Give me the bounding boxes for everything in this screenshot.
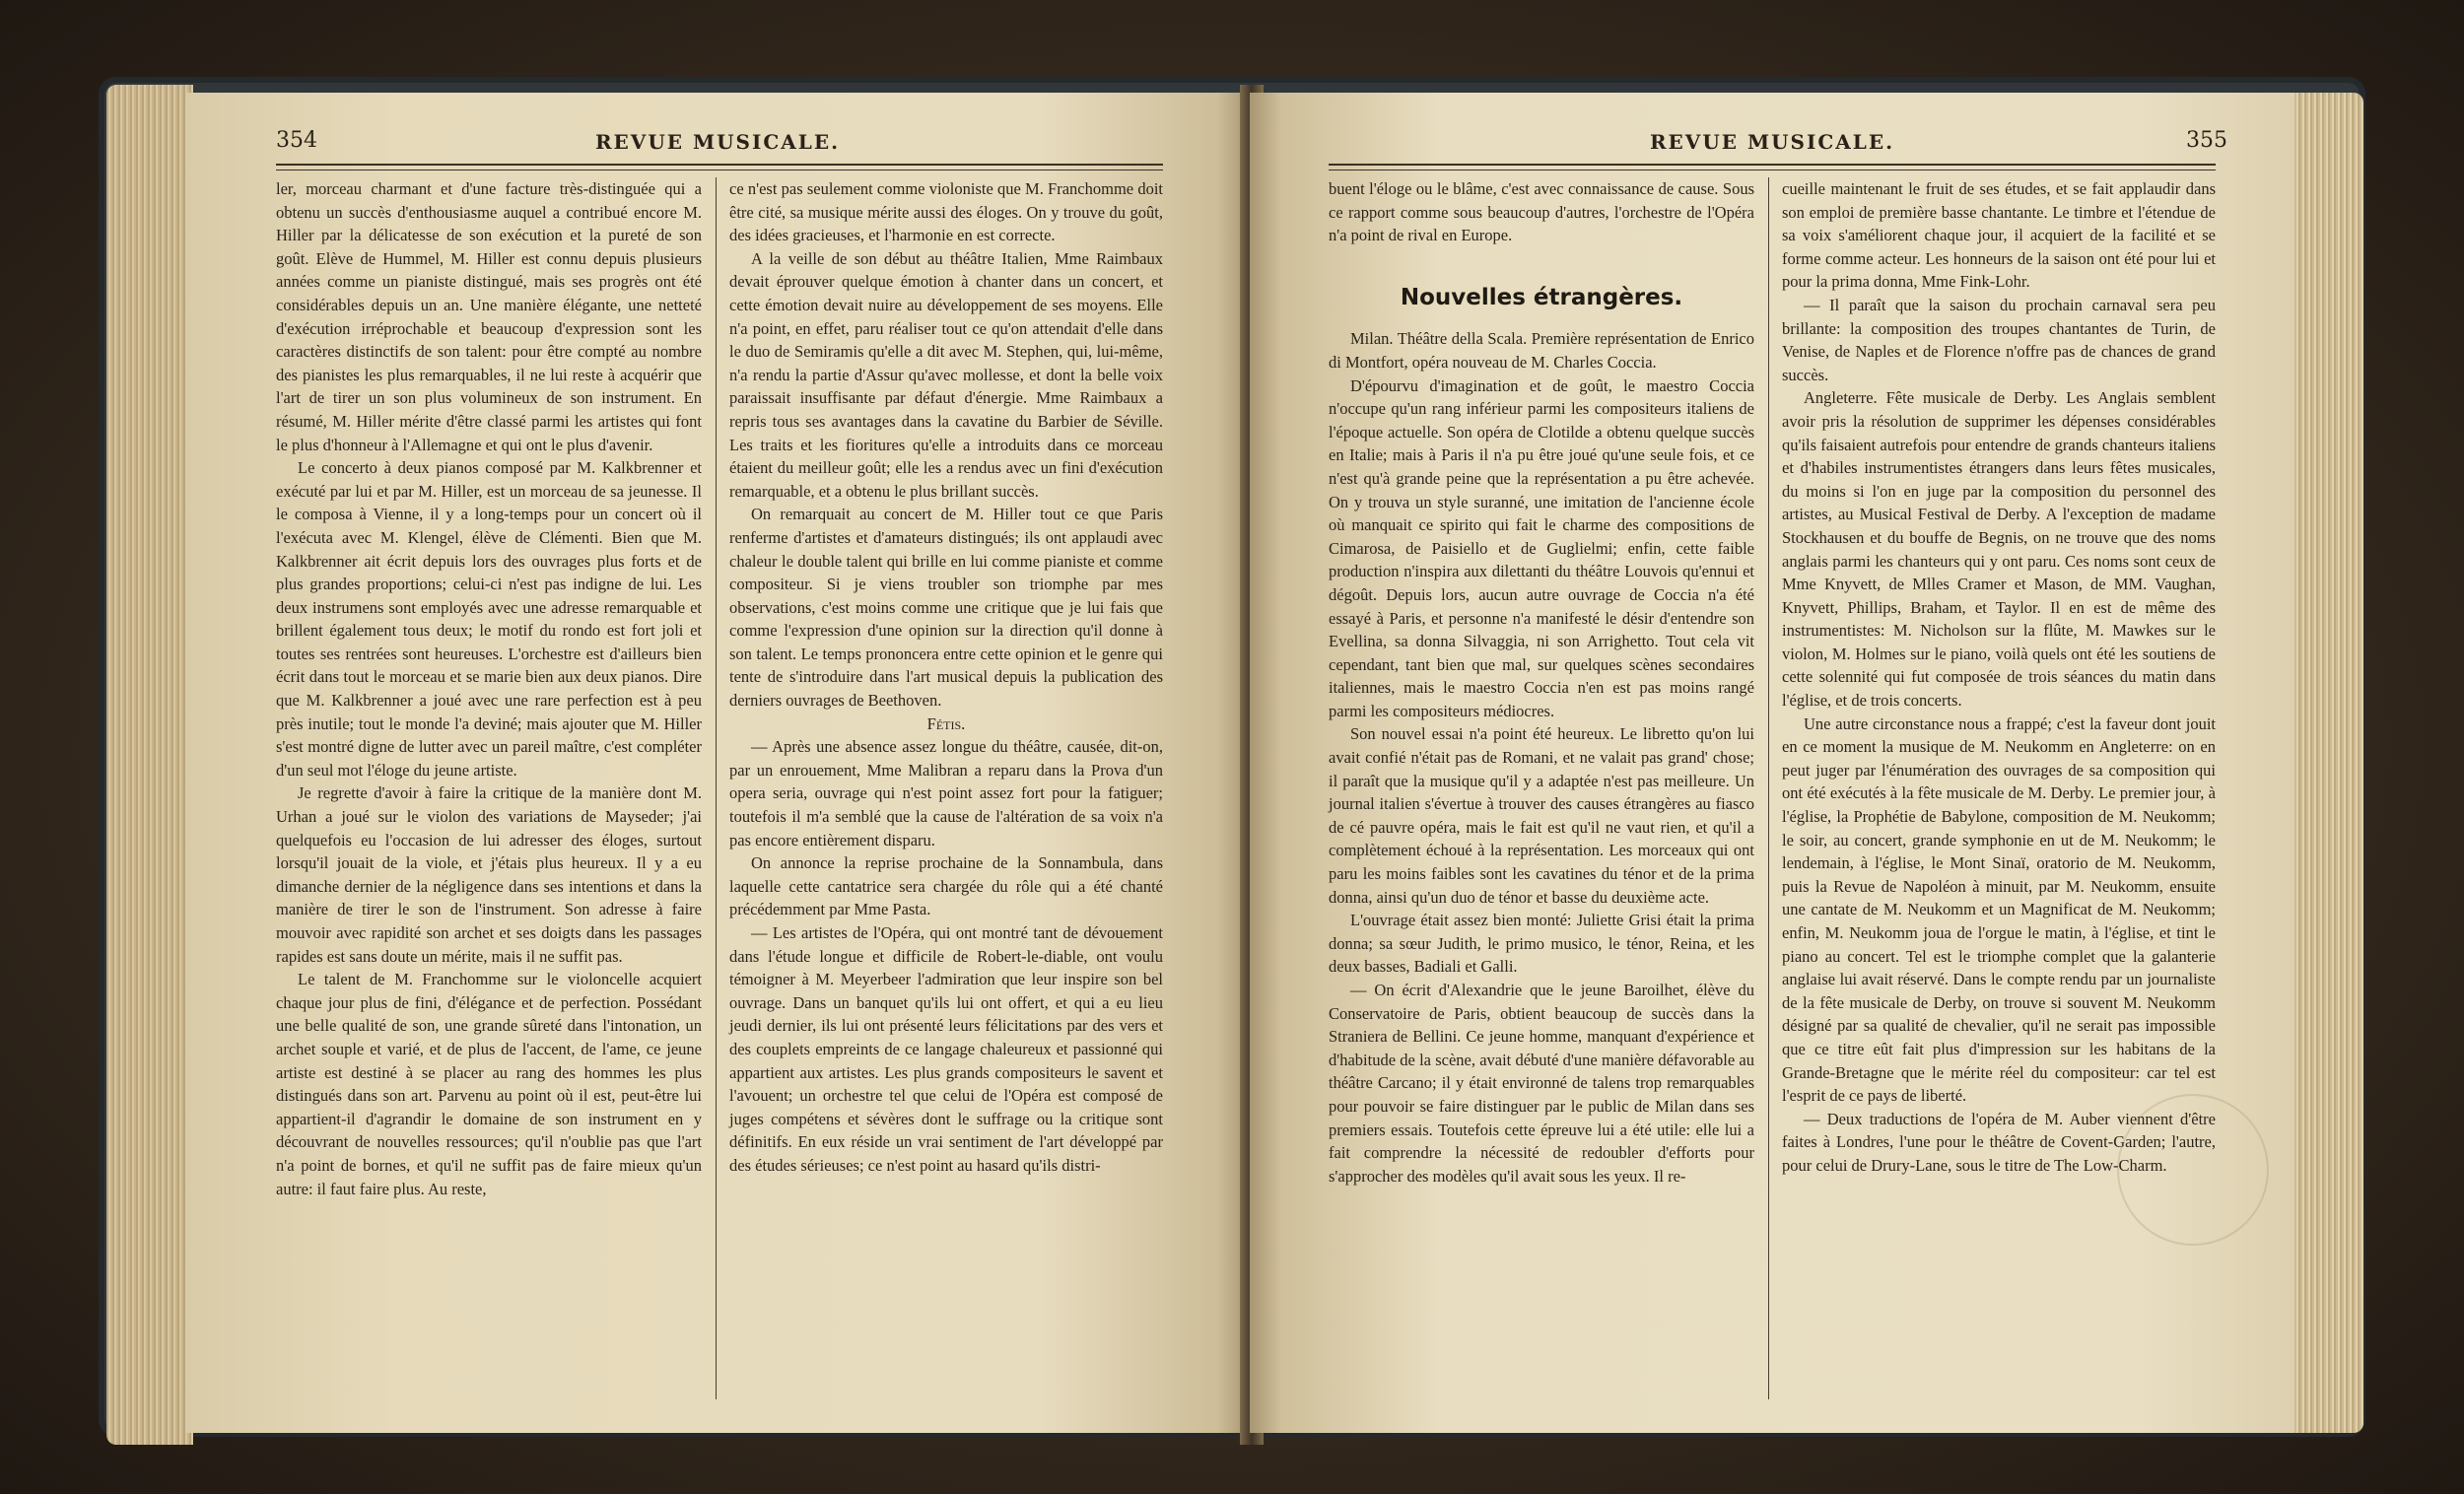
left-page-edges xyxy=(106,85,193,1445)
section-title: Nouvelles étrangères. xyxy=(1400,284,1683,310)
right-page xyxy=(1250,93,2294,1433)
paragraph: L'ouvrage était assez bien monté: Juliette Grisi était la prima donna; sa sœur Judith, le primo musico, le ténor, Reina, et les deux basses, Badiali et Galli. xyxy=(1329,911,1754,977)
paragraph: Le concerto à deux pianos composé par M. Kalkbrenner et exécuté par lui et par M. Hiller, est un morceau de sa jeunesse. Il le composa à Vienne, il y a long-temps pour un concert où il l'exécuta avec M. Klengel, élève de Clémenti. Bien que M. Kalkbrenner ait écrit depuis lors des ouvrages plus forts et de plus grandes proportions; celui-ci n'est pas indigne de lui. Les deux instrumens sont employés avec une adresse remarquable et brillent également tous deux; le motif du rondo est fort joli et toutes ses rentrées sont heureuses. L'orchestre est d'ailleurs bien écrit dans tout le morceau et se marie bien aux deux pianos. Dire que M. Kalkbrenner a joué avec une rare perfection est à peu près inutile; tout le monde l'a deviné; mais ajouter que M. Hiller s'est montré digne de lutter avec un pareil maître, c'est compléter d'un seul mot l'éloge du jeune artiste. xyxy=(276,458,702,780)
left-column-2 xyxy=(729,177,1163,1178)
paragraph: A la veille de son début au théâtre Italien, Mme Raimbaux devait éprouver quelque émotion à chanter dans un concert, et cette émotion devait nuire au développement de ses moyens. Elle n'a point, en effet, paru réaliser tout ce qu'on attendait d'elle dans le duo de Semiramis qu'elle a dit avec M. Stephen, qui, lui-même, n'a rendu la partie d'Assur qu'avec mollesse, et dont la belle voix paraissait insuffisante par défaut d'énergie. Mme Raimbaux a repris tous ses avantages dans la cavatine du Barbier de Séville. Les traits et les fioritures qu'elle a introduits dans ce morceau étaient du meilleur goût; elle les a rendus avec un fini d'exécution remarquable, et a obtenu le plus brillant succès. xyxy=(729,248,1163,501)
left-page xyxy=(185,93,1250,1433)
paragraph: On annonce la reprise prochaine de la Sonnambula, dans laquelle cette cantatrice sera chargée du rôle qui a été chanté précédemment par Mme Pasta. xyxy=(729,853,1163,919)
right-running-head: REVUE MUSICALE. xyxy=(1649,130,1895,154)
left-column-divider xyxy=(716,177,717,1399)
paragraph: — Les artistes de l'Opéra, qui ont montré tant de dévouement dans l'étude longue et difficile de Robert-le-diable, ont voulu témoigner à M. Meyerbeer l'admiration que leur inspire son bel ouvrage. Dans un banquet qu'ils lui ont offert, et qui a eu lieu jeudi dernier, ils lui ont présenté leurs félicitations par des vers et des couplets empreints de ce langage chaleureux et passionné qui appartient aux artistes. Les plus grands compositeurs le savent et l'avouent; un orchestre tel que celui de l'Opéra est composé de juges compétens et sévères dont le suffrage ou la critique sont définitifs. En eux réside un vrai sentiment de l'art développé par des études sérieuses; ce n'est point au hasard qu'ils distri- xyxy=(729,923,1163,1175)
paragraph: buent l'éloge ou le blâme, c'est avec connaissance de cause. Sous ce rapport comme sous beaucoup d'autres, l'orchestre de l'Opéra n'a point de rival en Europe. xyxy=(1329,179,1754,245)
paragraph: cueille maintenant le fruit de ses études, et se fait applaudir dans son emploi de première basse chantante. Le timbre et l'étendue de sa voix s'améliorent chaque jour, il acquiert de la facilité et se forme comme acteur. Les honneurs de la saison ont été pour lui et pour la prima donna, Mme Fink-Lohr. xyxy=(1782,179,2216,292)
paragraph: — Après une absence assez longue du théâtre, causée, dit-on, par un enrouement, Mme Malibran a reparu dans la Prova d'un opera seria, ouvrage qui n'est point assez fort pour la fatiguer; toutefois il m'a semblé que la cause de l'altération de sa voix n'a pas encore entièrement disparu. xyxy=(729,737,1163,849)
paragraph: — Deux traductions de l'opéra de M. Auber viennent d'être faites à Londres, l'une pour le théâtre de Covent-Garden; l'autre, pour celui de Drury-Lane, sous le titre de The Low-Charm. xyxy=(1782,1109,2216,1175)
paragraph: Le talent de M. Franchomme sur le violoncelle acquiert chaque jour plus de fini, d'élégance et de perfection. Possédant une belle qualité de son, une grande sûreté dans l'intonation, un archet souple et varié, et de plus de l'accent, de l'ame, ce jeune artiste est destiné à se placer au rang des hommes les plus distingués dans son art. Parvenu au point où il est, peut-être lui appartient-il d'agrandir le domaine de son instrument en y découvrant de nouvelles ressources; qu'il n'oublie pas que l'art n'a point de bornes, et qu'il ne suffit pas de faire mieux qu'un autre: il faut faire plus. Au reste, xyxy=(276,970,702,1198)
left-header-rule xyxy=(276,164,1163,170)
paragraph: Milan. Théâtre della Scala. Première représentation de Enrico di Montfort, opéra nouveau de M. Charles Coccia. xyxy=(1329,329,1754,372)
paragraph: Son nouvel essai n'a point été heureux. Le libretto qu'on lui avait confié n'était pas de Romani, et ne valait pas grand' chose; il paraît que la musique qu'il y a adaptée n'est pas meilleure. Un journal italien s'évertue à trouver des causes étrangères au fiasco de cé pauvre opéra, mais le fait est qu'il ne vaut rien, et qu'il a complètement échoué à la représentation. Les morceaux qui ont paru les moins faibles sont les cavatines du ténor et de la prima donna, ainsi qu'un duo de ténor et basse du deuxième acte. xyxy=(1329,724,1754,907)
paragraph: Je regrette d'avoir à faire la critique de la manière dont M. Urhan a joué sur le violon des variations de Mayseder; j'ai quelquefois eu l'occasion de lui adresser des éloges, surtout lorsqu'il jouait de la viole, et j'étais plus heureux. Il y a eu dimanche dernier de la négligence dans ses intentions et dans la manière de tirer le son de l'instrument. Son adresse à faire mouvoir avec rapidité son archet et ses doigts dans les passages rapides est sans doute un mérite, mais il ne suffit pas. xyxy=(276,783,702,966)
right-column-1 xyxy=(1329,177,1754,1188)
paper-stain xyxy=(2117,1094,2269,1246)
signature: Fétis. xyxy=(926,713,966,733)
paragraph: D'épourvu d'imagination et de goût, le maestro Coccia n'occupe qu'un rang inférieur parmi les compositeurs italiens de l'époque actuelle. Son opéra de Clotilde a obtenu quelque succès en Italie; mais à Paris il n'a pu être joué qu'une seule fois, et ce n'est qu'à grande peine que la représentation a pu être achevée. On y trouva un style suranné, une imitation de l'ancienne école où manquait ce spirito qui fait le charme des compositions de Cimarosa, de Paisiello et de Guglielmi; enfin, cette faible production n'inspira aux dilettanti du théâtre Louvois qu'ennui et dégoût. Depuis lors, aucun autre ouvrage de Coccia n'a été essayé à Paris, et personne n'a manifesté le désir d'entendre son Evellina, sa donna Silvaggia, ni son Arrighetto. Tout cela vit cependant, tant bien que mal, sur quelques scènes secondaires italiennes, mais le maestro Coccia n'en est pas moins rangé parmi les compositeurs médiocres. xyxy=(1329,375,1754,720)
paragraph: — Il paraît que la saison du prochain carnaval sera peu brillante: la composition des troupes chantantes de Turin, de Venise, de Naples et de Florence n'offre pas de chances de grand succès. xyxy=(1782,295,2216,384)
paragraph: — On écrit d'Alexandrie que le jeune Baroilhet, élève du Conservatoire de Paris, obtient beaucoup de succès dans la Straniera de Bellini. Ce jeune homme, manquant d'expérience et d'habitude de la scène, avait débuté d'une manière défavorable au théâtre Carcano; il y était environné de talens trop remarquables pour pouvoir se faire distinguer par le public de Milan dans ses premiers essais. Toutefois cette épreuve lui a été utile: elle lui a fait comprendre la nécessité de redoubler d'efforts pour s'approcher des modèles qu'il avait sous les yeux. Il re- xyxy=(1329,981,1754,1186)
right-page-number: 355 xyxy=(2186,128,2227,153)
paragraph: Angleterre. Fête musicale de Derby. Les Anglais semblent avoir pris la résolution de supprimer les dépenses considérables qu'ils faisaient autrefois pour entendre de grands chanteurs italiens et d'habiles instrumentistes étrangers dans leurs fêtes musicales, du moins si l'on en juge par la composition du personnel des artistes, au Musical Festival de Derby. A l'exception de madame Stockhausen et du bouffe de Begnis, on ne trouve que des noms anglais parmi les chanteurs qui y ont paru. Ces noms sont ceux de Mme Knyvett, de Mlles Cramer et Mason, de MM. Vaughan, Knyvett, Phillips, Braham, et Taylor. Il en est de même des instrumentistes: M. Nicholson sur la flûte, M. Mawkes sur le violon, M. Holmes sur le piano, voilà quels ont été les soutiens de cette solennité qui fut composée de trois séances du matin dans l'église, et de trois concerts. xyxy=(1782,388,2216,711)
left-column-1 xyxy=(276,177,702,1200)
left-running-head: REVUE MUSICALE. xyxy=(594,130,841,154)
paragraph: ler, morceau charmant et d'une facture très-distinguée qui a obtenu un succès d'enthousiasme auquel a contribué encore M. Hiller par la délicatesse de son exécution et la pureté de son goût. Elève de Hummel, M. Hiller est connu depuis plusieurs années comme un pianiste distingué, mais ses progrès ont été considérables depuis un an. Une manière élégante, une netteté d'exécution irréprochable et beaucoup d'expression sont les caractères distinctifs de son talent: pour être compté au nombre des pianistes les plus remarquables, il ne lui reste à acquérir que l'art de tirer un son plus volumineux de son instrument. En résumé, M. Hiller mérite d'être classé parmi les artistes qui font le plus d'honneur à l'Allemagne et qui ont le plus d'avenir. xyxy=(276,179,702,454)
left-page-number: 354 xyxy=(276,128,317,153)
right-page-edges xyxy=(2294,93,2363,1433)
right-column-divider xyxy=(1768,177,1769,1399)
paragraph: Une autre circonstance nous a frappé; c'est la faveur dont jouit en ce moment la musique de M. Neukomm en Angleterre: on en peut juger par l'énumération des ouvrages de sa composition qui ont été exécutés à la fête musicale de M. Derby. Le premier jour, à l'église, la Prophétie de Babylone, composition de M. Neukomm; le soir, au concert, grande symphonie en ut de M. Neukomm; le lendemain, à l'église, le Mont Sinaï, oratorio de M. Neukomm, puis la Revue de Napoléon à minuit, par M. Neukomm, ensuite une cantate de M. Neukomm et un Magnificat de M. Neukomm; enfin, M. Neukomm joua de l'orgue le matin, à l'église, et tint le piano au concert. Tel est le triomphe complet que la galanterie anglaise lui avait réservé. Dans le compte rendu par un journaliste de la fête musicale de Derby, on trouve si souvent M. Neukomm désigné par sa qualité de chevalier, qu'il ne serait pas impossible que ce titre eût fait plus d'impression sur les habitans de la Grande-Bretagne que le mérite réel du compositeur: car tel est l'esprit de ce pays de liberté. xyxy=(1782,713,2216,1106)
paragraph: On remarquait au concert de M. Hiller tout ce que Paris renferme d'artistes et d'amateurs distingués; ils ont applaudi avec chaleur le double talent qui brille en lui comme pianiste et comme compositeur. Si je viens troubler son triomphe par mes observations, c'est moins comme une critique que je lui fais que comme l'expression d'une opinion sur la direction qu'il donne à son talent. Le temps prononcera entre cette opinion et le genre qui tente de s'introduire dans l'art musical depuis la publication des derniers ouvrages de Beethoven. xyxy=(729,505,1163,711)
paragraph: ce n'est pas seulement comme violoniste que M. Franchomme doit être cité, sa musique mérite aussi des éloges. On y trouve du goût, des idées gracieuses, et l'harmonie en est correcte. xyxy=(729,179,1163,245)
open-book xyxy=(106,85,2363,1445)
right-column-2 xyxy=(1782,177,2216,1178)
right-header-rule xyxy=(1329,164,2216,170)
